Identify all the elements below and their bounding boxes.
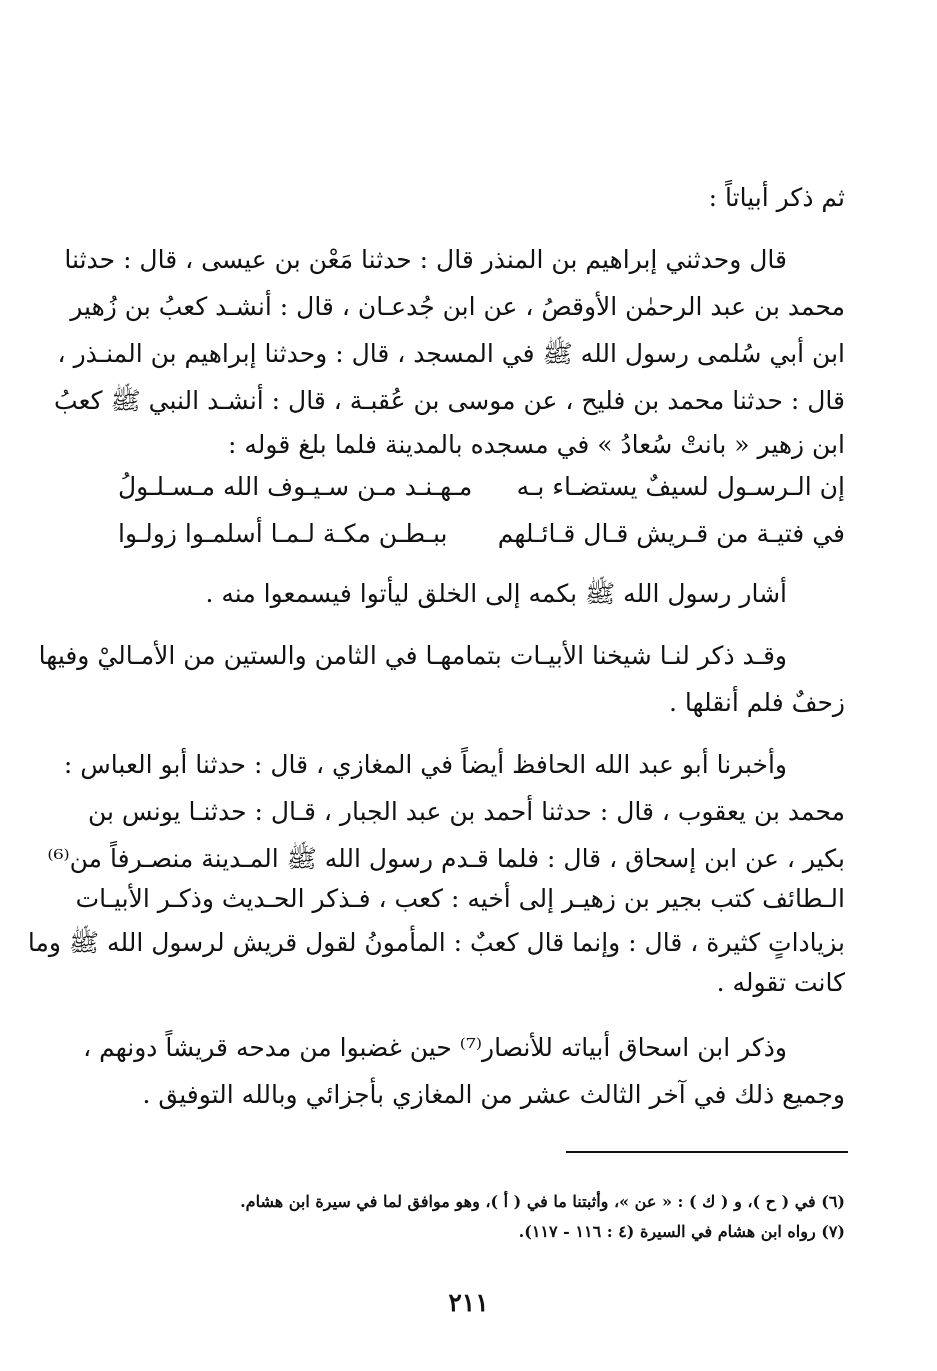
paragraph-line: وأخبرنا أبو عبد الله الحافظ أيضاً في المغازي ، قال : حدثنا أبو العباس :	[63, 750, 787, 779]
paragraph-line: وذكر ابن اسحاق أبياته للأنصار⁽⁷⁾ حين غضبوا من مدحه قريشاً دونهم ،	[83, 1033, 787, 1062]
paragraph-line: بزياداتٍ كثيرة ، قال : وإنما قال كعبٌ : المأمونُ لقول قريش لرسول الله ﷺ وما	[27, 928, 845, 957]
paragraph-line: قال : حدثنا محمد بن فليح ، عن موسى بن عُقبـة ، قال : أنشـد النبي ﷺ كعبُ	[54, 386, 845, 415]
paragraph-line: بكير ، عن ابن إسحاق ، قال : فلما قـدم رسول الله ﷺ المـدينة منصـرفاً من⁽⁶⁾	[47, 844, 845, 873]
paragraph-line: قال وحدثني إبراهيم بن المنذر قال : حدثنا مَعْن بن عيسى ، قال : حدثنا	[64, 245, 787, 274]
paragraph-line: ابن أبي سُلمى رسول الله ﷺ في المسجد ، قال : وحدثنا إبراهيم بن المنـذر ،	[57, 339, 845, 368]
paragraph-line: وقـد ذكر لنـا شيخنا الأبيـات بتمامهـا في الثامن والستين من الأمـاليْ وفيها	[38, 641, 787, 670]
footnote-6: (٦) في ( ح )، و ( ك ) : « عن »، وأثبتنا ما في ( أ )، وهو موافق لما في سيرة ابن هشام.	[240, 1192, 845, 1211]
paragraph-line: وجميع ذلك في آخر الثالث عشر من المغازي بأجزائي وبالله التوفيق .	[142, 1080, 845, 1109]
paragraph-line: زحفٌ فلم أنقلها .	[668, 688, 845, 717]
paragraph-line: محمد بن يعقوب ، قال : حدثنا أحمد بن عبد الجبار ، قـال : حدثنـا يونس بن	[87, 797, 845, 826]
verse-second-hemistich: ببـطـن مكـة لـمـا أسلمـوا زولـوا	[118, 519, 448, 548]
paragraph-line: محمد بن عبد الرحمٰن الأوقصُ ، عن ابن جُدعـان ، قال : أنشـد كعبُ بن زُهير	[70, 292, 845, 321]
page-number: ٢١١	[448, 1288, 489, 1317]
verse-first-hemistich: إن الـرسـول لسيفٌ يستضـاء بـه	[516, 472, 845, 501]
verse-first-hemistich: في فتيـة من قـريش قـال قـائـلهم	[497, 519, 845, 548]
verse-second-hemistich: مـهـنـد مـن سـيـوف الله مـسـلـولُ	[118, 472, 473, 501]
section-heading: ثم ذكر أبياتاً :	[708, 183, 845, 212]
paragraph-line: كانت تقوله .	[716, 968, 845, 997]
paragraph-line: الـطائف كتب بجير بن زهيـر إلى أخيه : كعب ، فـذكر الحـديث وذكـر الأبيـات	[75, 884, 845, 913]
footnote-separator	[566, 1151, 848, 1153]
paragraph-gesture: أشار رسول الله ﷺ بكمه إلى الخلق ليأتوا فيسمعوا منه .	[205, 579, 787, 608]
footnote-7: (٧) رواه ابن هشام في السيرة (٤ : ١١٦ - ١١٧).	[518, 1222, 845, 1241]
paragraph-line: ابن زهير « بانتْ سُعادُ » في مسجده بالمدينة فلما بلغ قوله :	[228, 430, 845, 459]
